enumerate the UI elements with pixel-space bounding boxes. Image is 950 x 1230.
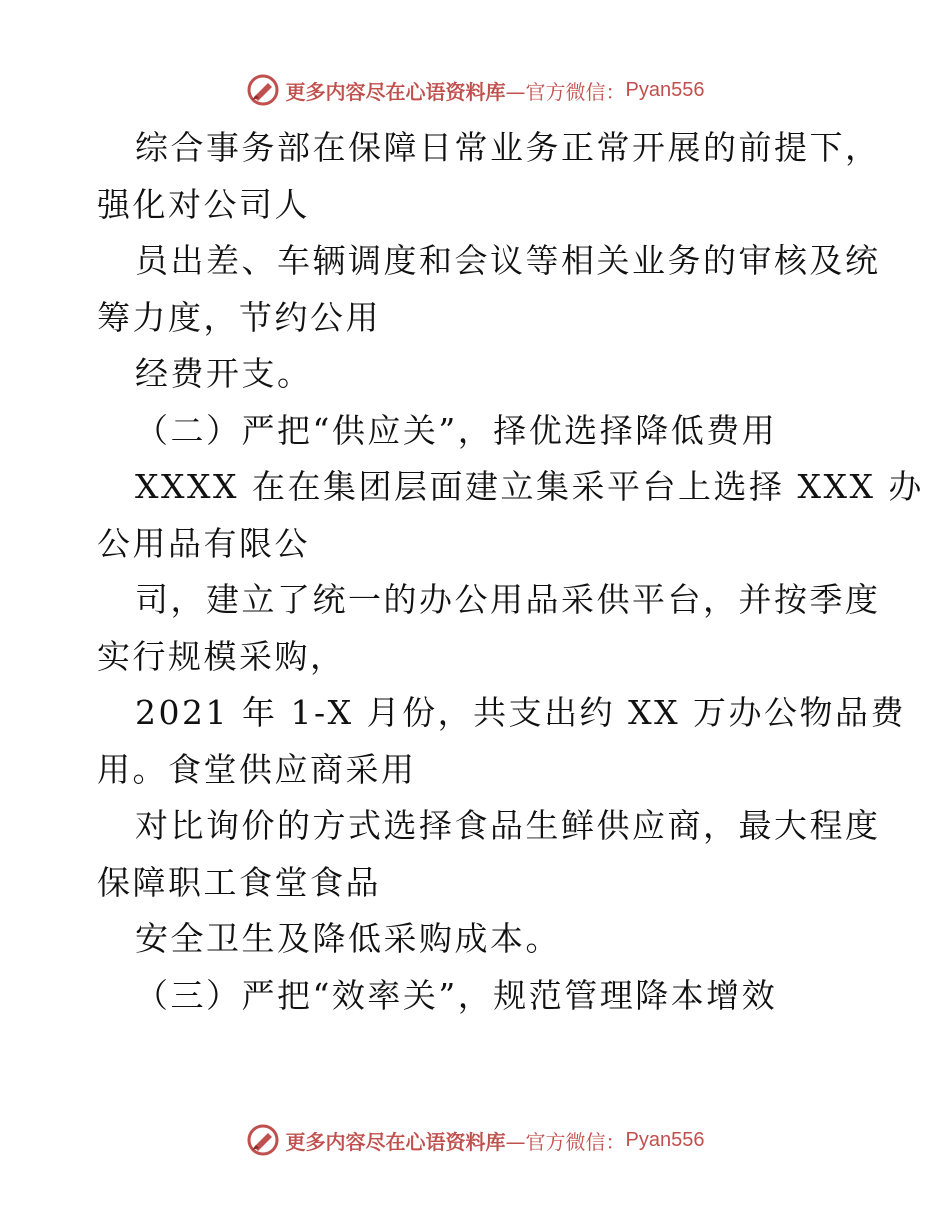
text-line: XXXX 在在集团层面建立集采平台上选择 XXX 办 xyxy=(135,467,924,506)
document-body xyxy=(97,120,924,1024)
text-line: 强化对公司人 xyxy=(97,184,310,224)
text-line: 保障职工食堂食品 xyxy=(97,862,381,902)
watermark-title: 更多内容尽在心语资料库 xyxy=(285,1129,506,1154)
watermark-title: 更多内容尽在心语资料库 xyxy=(285,79,506,104)
text-line: 公用品有限公 xyxy=(97,523,310,563)
header-watermark xyxy=(0,70,950,110)
watermark-separator: —官方微信： xyxy=(505,1129,626,1154)
text-line: 综合事务部在保障日常业务正常开展的前提下， xyxy=(135,128,881,167)
text-line: 实行规模采购， xyxy=(97,636,346,676)
text-line: 对比询价的方式选择食品生鲜供应商，最大程度 xyxy=(135,806,881,845)
text-line: 员出差、车辆调度和会议等相关业务的审核及统 xyxy=(135,241,881,280)
pen-logo-icon xyxy=(246,73,280,107)
text-line: （三）严把“效率关”，规范管理降本增效 xyxy=(135,975,778,1015)
watermark-separator: —官方微信： xyxy=(505,79,626,104)
text-line: （二）严把“供应关”，择优选择降低费用 xyxy=(135,410,778,450)
text-line: 用。食堂供应商采用 xyxy=(97,749,417,789)
pen-logo-icon xyxy=(246,1123,280,1157)
text-line: 筹力度，节约公用 xyxy=(97,297,381,337)
watermark-account: Pyan556 xyxy=(625,1128,705,1151)
text-line: 2021 年 1-X 月份，共支出约 XX 万办公物品费 xyxy=(135,693,907,732)
watermark-account: Pyan556 xyxy=(625,78,705,101)
text-line: 司，建立了统一的办公用品采供平台，并按季度 xyxy=(135,580,881,619)
text-line: 安全卫生及降低采购成本。 xyxy=(135,919,561,958)
footer-watermark xyxy=(0,1120,950,1160)
text-line: 经费开支。 xyxy=(135,354,313,393)
